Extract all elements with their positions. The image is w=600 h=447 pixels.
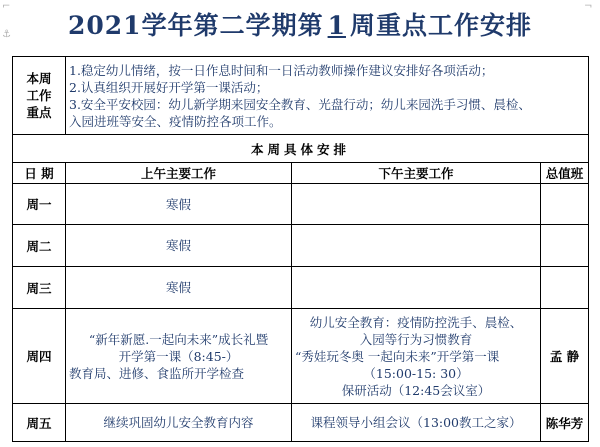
table-row [13,225,589,267]
focus-label-line: 重点 [26,105,52,120]
pm-cell [292,184,541,225]
day-cell: 周四 [13,309,66,404]
schedule-table [12,56,589,442]
corner-mark-top-left: ⌐ [2,1,11,12]
focus-line: 2.认真组织开展好开学第一课活动； [69,79,269,95]
table-row [13,267,589,309]
day-cell: 周一 [13,184,66,225]
focus-row [13,57,589,135]
duty-cell [541,225,589,267]
header-am: 上午主要工作 [66,163,292,184]
title-suffix: 周重点工作安排 [349,11,532,40]
focus-line: 1.稳定幼儿情绪，按一日作息时间和一日活动教师操作建议安排好各项活动； [69,62,494,78]
pm-cell [292,404,541,442]
title-prefix: 2021学年第二学期第 [67,11,324,40]
pm-line: 课程领导小组会议（13:00教工之家） [310,415,522,430]
am-cell [66,309,292,404]
title-week-number: 1 [327,11,346,40]
header-pm: 下午主要工作 [292,163,541,184]
focus-content-cell [66,57,589,135]
day-cell: 周二 [13,225,66,267]
table-row [13,309,589,404]
anchor-icon: ⚓ [2,29,11,40]
day-cell: 周五 [13,404,66,442]
am-line: 开学第一课（8:45-） [118,348,239,364]
am-cell [66,267,292,309]
table-row [13,184,589,225]
pm-cell [292,225,541,267]
am-cell [66,404,292,442]
focus-label-line: 工作 [26,88,52,103]
page-title [0,6,600,42]
duty-cell: 孟 静 [541,309,589,404]
header-day: 日 期 [13,163,66,184]
focus-label-cell [13,57,66,135]
am-line: 继续巩固幼儿安全教育内容 [103,415,254,430]
pm-line: 幼儿安全教育：疫情防控洗手、晨检、 [309,314,523,330]
pm-line: “秀娃玩冬奥 一起向未来”开学第一课 [295,348,500,364]
pm-line: （15:00-15: 30） [363,365,469,381]
am-line: “新年新愿.一起向未来”成长礼暨 [88,331,269,347]
focus-label-line: 本周 [26,71,52,86]
am-line: 寒假 [165,238,191,253]
am-line: 教育局、进修、食监所开学检查 [69,365,245,381]
duty-cell [541,184,589,225]
am-cell [66,184,292,225]
section-title: 本周具体安排 [13,135,589,163]
pm-cell [292,309,541,404]
header-duty: 总值班 [541,163,589,184]
am-cell [66,225,292,267]
am-line: 寒假 [165,280,191,295]
pm-line: 保研活动（12:45会议室） [341,382,491,398]
corner-mark-top-right: ¬ [584,1,593,12]
day-cell: 周三 [13,267,66,309]
table-row [13,404,589,442]
duty-cell [541,267,589,309]
focus-line: 3.安全平安校园：幼儿新学期来园安全教育、光盘行动；幼儿来园洗手习惯、晨检、 [69,96,531,112]
pm-line: 入园等行为习惯教育 [359,331,473,347]
focus-line: 入园进班等安全、疫情防控各项工作。 [69,113,282,129]
duty-cell: 陈华芳 [541,404,589,442]
section-title-row [13,135,589,163]
am-line: 寒假 [165,196,191,212]
pm-cell [292,267,541,309]
header-row [13,163,589,184]
